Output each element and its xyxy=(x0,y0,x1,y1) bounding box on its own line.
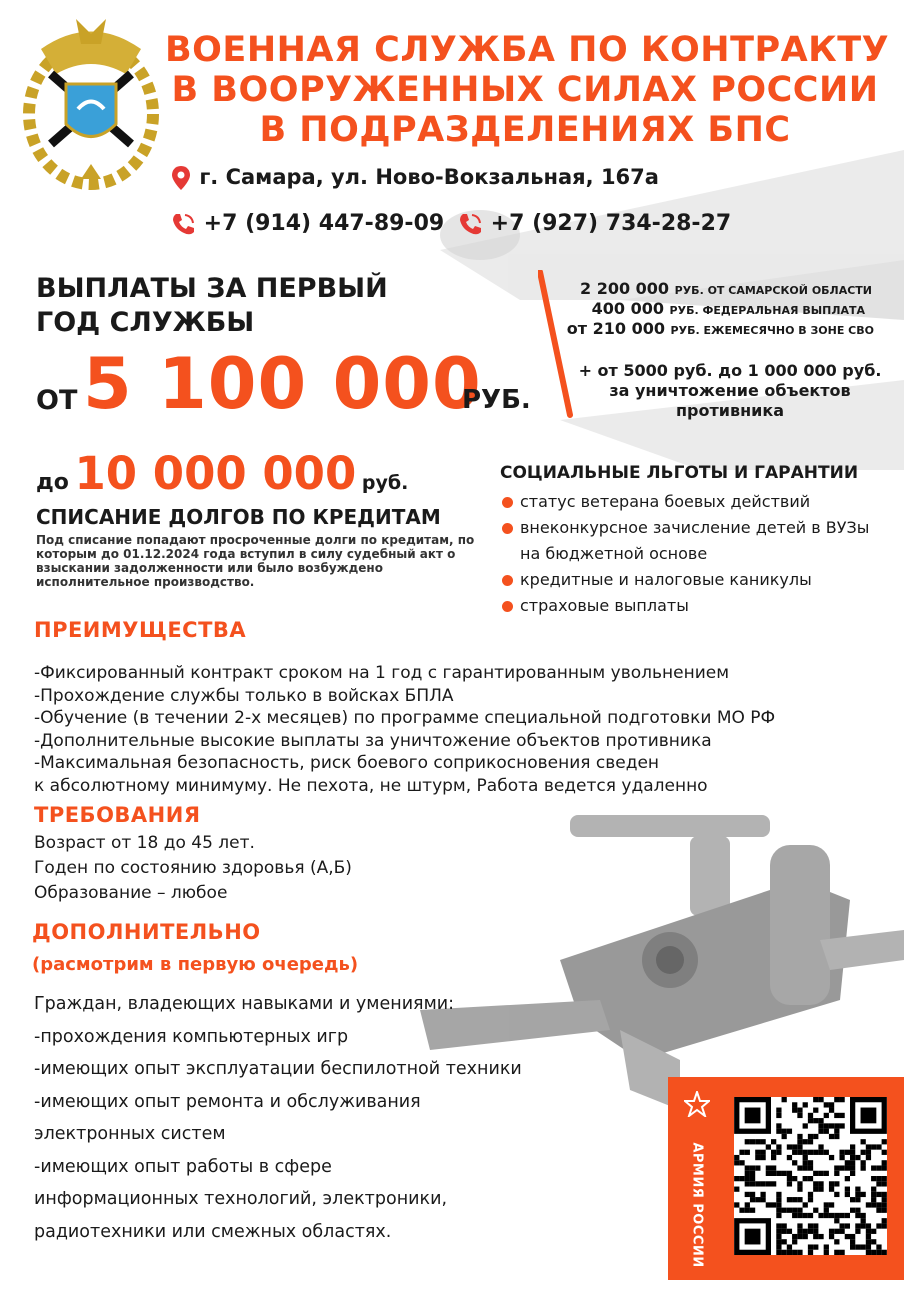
list-item: -имеющих опыт эксплуатации беспилотной техники xyxy=(34,1059,522,1079)
social-benefits xyxy=(500,463,900,619)
breakdown-item: 400 000 РУБ. ФЕДЕРАЛЬНАЯ ВЫПЛАТА xyxy=(591,299,865,318)
army-emblem-icon xyxy=(16,14,166,194)
list-item: -Максимальная безопасность, риск боевого соприкосновения сведен xyxy=(34,753,660,773)
list-item: -Дополнительные высокие выплаты за уничтожение объектов противника xyxy=(34,730,712,751)
list-item: -имеющих опыт работы в сфере xyxy=(34,1156,332,1177)
phone-icon xyxy=(170,211,196,237)
qr-code-icon[interactable] xyxy=(734,1097,887,1255)
phone-1-text: +7 (914) 447-89-09 xyxy=(203,211,445,236)
list-item: Возраст от 18 до 45 лет. xyxy=(34,833,255,853)
title-line: В ВООРУЖЕННЫХ СИЛАХ РОССИИ xyxy=(171,70,879,110)
list-item: -Обучение (в течении 2-х месяцев) по программе специальной подготовки МО РФ xyxy=(34,708,776,728)
page-title xyxy=(165,30,890,150)
phone-icon xyxy=(457,211,483,237)
requirements-list xyxy=(34,831,352,906)
debt-heading: СПИСАНИЕ ДОЛГОВ ПО КРЕДИТАМ xyxy=(36,505,441,529)
debt-note: Под списание попадают просроченные долги по кредитам, по которым до 01.12.2024 года вступил в силу судебный акт о взыскании задолженности или было возбуждено исполнительное производство. xyxy=(36,533,475,589)
list-item: страховые выплаты xyxy=(500,593,900,619)
title-line: ВОЕННАЯ СЛУЖБА ПО КОНТРАКТУ xyxy=(165,30,890,70)
additional-subheading: (расмотрим в первую очередь) xyxy=(32,954,359,975)
payment-breakdown xyxy=(560,280,890,340)
social-list xyxy=(500,489,900,619)
list-item: -прохождения компьютерных игр xyxy=(34,1026,349,1047)
additional-heading: ДОПОЛНИТЕЛЬНО xyxy=(32,920,261,944)
phone-2[interactable] xyxy=(457,211,731,237)
qr-code-pattern xyxy=(734,1097,887,1255)
amount-suffix: РУБ. xyxy=(462,385,531,415)
list-item: электронных систем xyxy=(34,1124,226,1144)
list-item: -Прохождение службы только в войсках БПЛА xyxy=(34,685,454,706)
max-amount: до 10 000 000 руб. xyxy=(36,447,409,500)
map-pin-icon xyxy=(170,165,192,191)
bonus-text: + от 5000 руб. до 1 000 000 руб. за уничтожение объектов противника xyxy=(578,361,882,420)
list-item: -Фиксированный контракт сроком на 1 год с гарантированным увольнением xyxy=(34,663,730,683)
list-item: статус ветерана боевых действий xyxy=(500,489,900,515)
list-item: Годен по состоянию здоровья (А,Б) xyxy=(34,858,352,878)
requirements-heading: ТРЕБОВАНИЯ xyxy=(34,803,201,827)
additional-list xyxy=(34,988,522,1248)
breakdown-item: 2 200 000 РУБ. ОТ САМАРСКОЙ ОБЛАСТИ xyxy=(579,279,872,298)
phone-2-text: +7 (927) 734-28-27 xyxy=(490,211,732,236)
army-qr-badge xyxy=(668,1077,904,1280)
list-item: радиотехники или смежных областях. xyxy=(34,1221,392,1242)
list-item: внеконкурсное зачисление детей в ВУЗы на бюджетной основе xyxy=(500,515,870,567)
list-item: кредитные и налоговые каникулы xyxy=(500,567,900,593)
list-item: информационных технологий, электроники, xyxy=(34,1189,448,1209)
address-text: г. Самара, ул. Ново-Вокзальная, 167а xyxy=(199,165,659,189)
address-line xyxy=(170,165,659,191)
star-icon xyxy=(684,1091,710,1117)
advantages-list xyxy=(34,662,775,797)
army-label: АРМИЯ РОССИИ xyxy=(689,1141,705,1268)
title-line: В ПОДРАЗДЕЛЕНИЯХ БПС xyxy=(259,110,791,150)
list-item: к абсолютному минимуму. Не пехота, не штурм, Работа ведется удаленно xyxy=(34,775,708,796)
list-item: Граждан, владеющих навыками и умениями: xyxy=(34,994,455,1014)
main-amount: 5 100 000 xyxy=(83,343,482,425)
breakdown-item: от 210 000 РУБ. ЕЖЕМЕСЯЧНО В ЗОНЕ СВО xyxy=(566,319,874,338)
payment-heading: ВЫПЛАТЫ ЗА ПЕРВЫЙ ГОД СЛУЖБЫ xyxy=(36,273,388,338)
advantages-heading: ПРЕИМУЩЕСТВА xyxy=(34,618,247,642)
social-heading: СОЦИАЛЬНЫЕ ЛЬГОТЫ И ГАРАНТИИ xyxy=(500,463,859,483)
phone-1[interactable] xyxy=(170,211,444,237)
list-item: -имеющих опыт ремонта и обслуживания xyxy=(34,1091,421,1112)
amount-prefix: ОТ xyxy=(36,385,78,416)
list-item: Образование – любое xyxy=(34,883,228,903)
